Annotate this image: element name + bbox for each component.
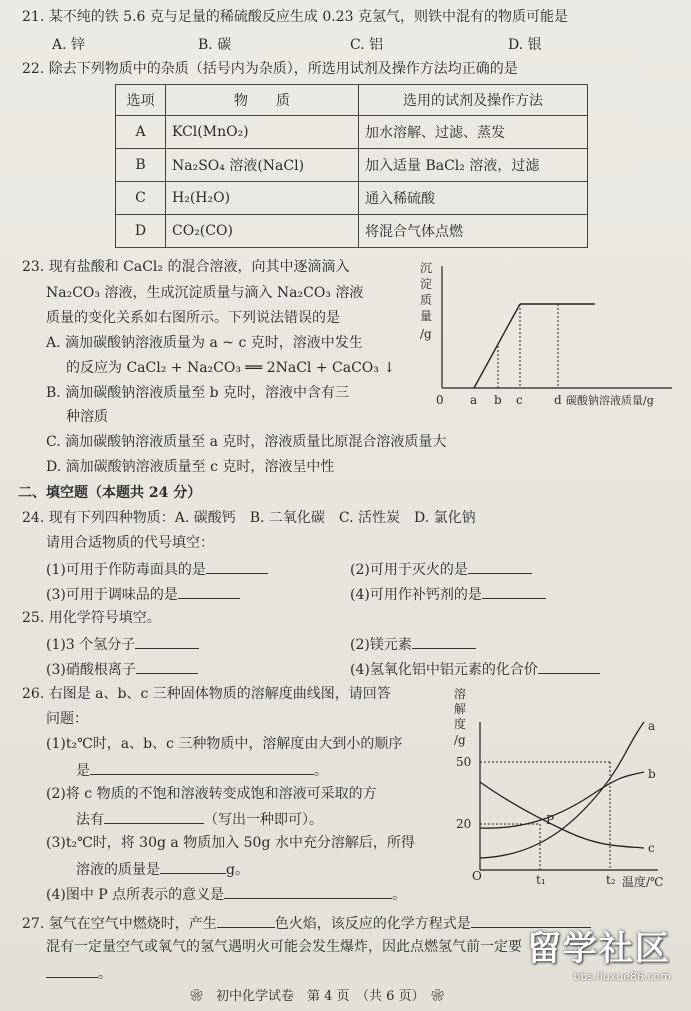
- q27-line-3: 。: [46, 963, 112, 983]
- table-cell: 加水溶解、过滤、蒸发: [359, 116, 588, 149]
- table-row: [116, 116, 588, 149]
- q24-part-3: (3)可用于调味品的是: [46, 584, 240, 604]
- graph-ylabel: /g: [420, 327, 432, 341]
- curve-label-a: a: [648, 719, 656, 733]
- graph-xtick: c: [516, 393, 523, 407]
- q21-option-b: B. 碳: [198, 37, 232, 53]
- table-cell: D: [116, 215, 166, 248]
- q24-part-4: (4)可用作补钙剂的是: [350, 584, 546, 604]
- q21-stem: 21. 某不纯的铁 5.6 克与足量的稀硫酸反应生成 0.23 克氢气，则铁中混有的物质可能是: [22, 9, 568, 25]
- q24-part-1: (1)可用于作防毒面具的是: [46, 559, 268, 579]
- watermark-logo-text: 留学社区: [527, 929, 671, 969]
- table-cell: C: [116, 182, 166, 215]
- graph-ylabel: /g: [454, 733, 466, 747]
- q23-stem-line: 23. 现有盐酸和 CaCl₂ 的混合溶液，向其中逐滴滴入: [22, 259, 350, 275]
- table-header: 选用的试剂及操作方法: [359, 85, 588, 116]
- graph-xlabel: 碳酸钠溶液质量/g: [566, 394, 654, 407]
- watermark-url: bbs.liuxue86.com: [573, 970, 671, 983]
- q23-stem-line: 质量的变化关系如右图所示。下列说法错误的是: [46, 310, 340, 326]
- table-cell: Na₂SO₄ 溶液(NaCl): [166, 149, 359, 182]
- table-cell: KCl(MnO₂): [166, 116, 359, 149]
- q22-table: [115, 84, 588, 248]
- graph-ylabel: 质: [420, 293, 433, 307]
- graph-ytick: 20: [456, 817, 472, 831]
- q23-option-a-cont: 的反应为 CaCl₂ + Na₂CO₃ ══ 2NaCl + CaCO₃ ↓: [66, 360, 396, 376]
- q25-part-1: (1)3 个氢分子: [46, 634, 199, 654]
- q26-stem: 26. 右图是 a、b、c 三种固体物质的溶解度曲线图，请回答: [22, 686, 391, 702]
- q27-line-1: 27. 氢气在空气中燃烧时，产生 色火焰，该反应的化学方程式是: [22, 913, 591, 933]
- q25-part-2: (2)镁元素: [350, 634, 476, 654]
- section-title: 二、填空题（本题共 24 分）: [18, 485, 202, 501]
- q23-stem-line: Na₂CO₃ 溶液，生成沉淀质量与滴入 Na₂CO₃ 溶液: [46, 285, 364, 301]
- q25-stem: 25. 用化学符号填空。: [22, 610, 161, 626]
- graph-ylabel: 沉: [420, 261, 433, 275]
- graph-ylabel: 度: [454, 717, 467, 731]
- q21-option-a: A. 锌: [52, 37, 86, 53]
- table-header: 物 质: [166, 85, 359, 116]
- table-header: 选项: [116, 85, 166, 116]
- q26-part-1-cont: 是 。: [76, 760, 328, 780]
- q23-option-a: A. 滴加碳酸钠溶液质量为 a ~ c 克时，溶液中发生: [46, 335, 363, 351]
- graph-xlabel: 温度/℃: [622, 875, 664, 889]
- q26-stem-cont: 问题：: [46, 711, 88, 727]
- table-cell: 将混合气体点燃: [359, 215, 588, 248]
- q26-part-1: (1)t₂℃时，a、b、c 三种物质中，溶解度由大到小的顺序: [46, 736, 403, 752]
- q25-part-3: (3)硝酸根离子: [46, 659, 198, 679]
- graph-xtick: 0: [436, 393, 444, 407]
- q27-line-2: 混有一定量空气或氧气的氢气遇明火可能会发生爆炸，因此点燃氢气前一定要: [46, 939, 522, 955]
- q26-part-2-cont: 法有 （写出一种即可）。: [76, 809, 323, 829]
- graph-xtick: t₂: [606, 873, 616, 887]
- table-cell: 通入稀硫酸: [359, 182, 588, 215]
- table-header-row: [116, 85, 588, 116]
- table-cell: A: [116, 116, 166, 149]
- solubility-graph: [448, 684, 680, 894]
- q23-option-b: B. 滴加碳酸钠溶液质量至 b 克时，溶液中含有三: [46, 385, 350, 401]
- table-cell: B: [116, 149, 166, 182]
- table-row: [116, 215, 588, 248]
- table-row: [116, 182, 588, 215]
- q26-part-3: (3)t₂℃时，将 30g a 物质加入 50g 水中充分溶解后，所得: [46, 835, 415, 851]
- curve-label-b: b: [648, 767, 656, 781]
- table-cell: CO₂(CO): [166, 215, 359, 248]
- q26-part-3-cont: 溶液的质量是 g。: [76, 859, 249, 879]
- q25-part-4: (4)氢氧化铝中铝元素的化合价: [350, 659, 600, 679]
- q23-option-c: C. 滴加碳酸钠溶液质量至 a 克时，溶液质量比原混合溶液质量大: [46, 434, 447, 450]
- curve-label-c: c: [648, 841, 655, 855]
- graph-xtick: d: [554, 393, 562, 407]
- graph-ylabel: 解: [454, 702, 467, 716]
- graph-ytick: 50: [456, 755, 472, 769]
- point-label-p: P: [546, 813, 555, 827]
- q23-option-d: D. 滴加碳酸钠溶液质量至 c 克时，溶液呈中性: [46, 459, 335, 475]
- table-row: [116, 149, 588, 182]
- q22-stem: 22. 除去下列物质中的杂质（括号内为杂质），所选用试剂及操作方法均正确的是: [22, 61, 518, 77]
- watermark: [527, 921, 671, 983]
- precipitate-graph: [410, 258, 680, 408]
- graph-ylabel: 量: [420, 309, 433, 323]
- page-footer: ❀ 初中化学试卷 第 4 页 （共 6 页） ❀: [190, 989, 445, 1004]
- graph-xtick: b: [494, 393, 502, 407]
- graph-ylabel: 淀: [420, 277, 433, 291]
- graph-xtick: t₁: [536, 873, 546, 887]
- q26-part-4: (4)图中 P 点所表示的意义是 。: [46, 884, 406, 904]
- table-cell: 加入适量 BaCl₂ 溶液，过滤: [359, 149, 588, 182]
- q24-stem: 24. 现有下列四种物质：A. 碳酸钙 B. 二氧化碳 C. 活性炭 D. 氯化钠: [22, 510, 476, 526]
- table-cell: H₂(H₂O): [166, 182, 359, 215]
- graph-xtick: a: [470, 393, 478, 407]
- q21-option-d: D. 银: [508, 37, 542, 53]
- q26-part-2: (2)将 c 物质的不饱和溶液转变成饱和溶液可采取的方: [46, 786, 377, 802]
- graph-origin: O: [472, 869, 482, 883]
- q24-part-2: (2)可用于灭火的是: [350, 559, 532, 579]
- graph-ylabel: 溶: [454, 687, 467, 701]
- q21-option-c: C. 铝: [350, 37, 384, 53]
- q23-option-b-cont: 种溶质: [66, 409, 108, 425]
- q24-intro: 请用合适物质的代号填空：: [46, 535, 214, 551]
